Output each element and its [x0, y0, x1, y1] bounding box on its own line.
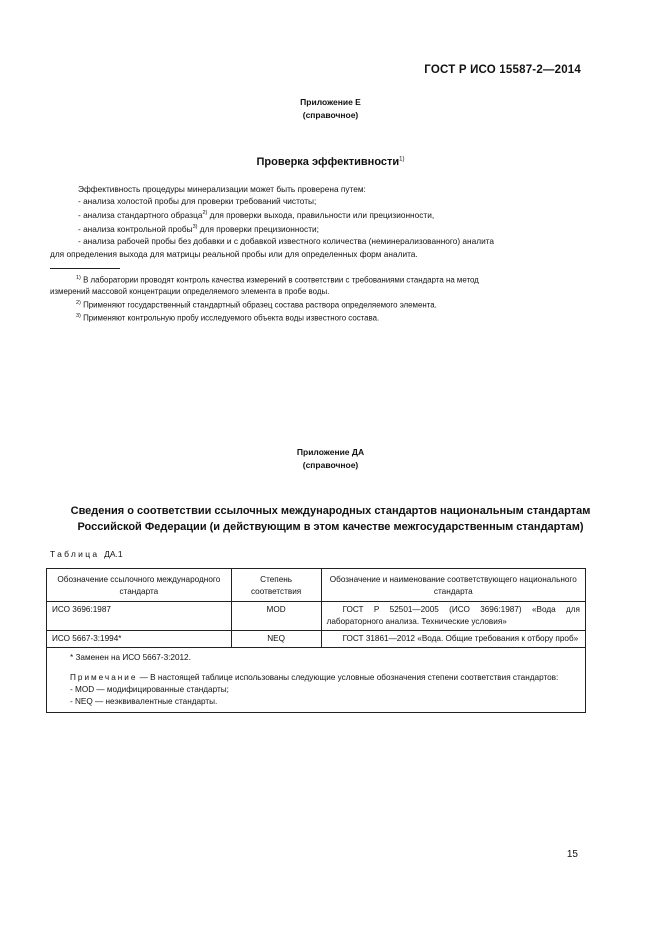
- correspondence-heading-line: Российской Федерации (и действующим в этом качестве межгосударственным стандартам): [77, 520, 584, 533]
- appendix-da-title: [0, 446, 661, 472]
- table-header-row: [47, 569, 586, 602]
- table-cell: ГОСТ 31861—2012 «Вода. Общие требования к отбору проб»: [321, 631, 585, 648]
- correspondence-table: [46, 568, 586, 713]
- table-footnote: * Заменен на ИСО 5667-3:2012.: [70, 653, 191, 662]
- footnote-text: Применяют контрольную пробу исследуемого объекта воды известного состава.: [80, 313, 380, 323]
- footnote-text: Применяют государственный стандартный образец состава раствора определяемого элемента.: [80, 300, 437, 310]
- page-number: 15: [566, 849, 578, 860]
- method-item: [50, 221, 595, 235]
- appendix-e-type: (справочное): [302, 110, 359, 120]
- table-notes: [47, 648, 586, 713]
- footnote-2: [50, 298, 598, 311]
- heading-footnote-ref: 1): [399, 156, 405, 163]
- appendix-e-title: [0, 96, 661, 122]
- method-item: - анализа холостой пробы для проверки требований чистоты;: [78, 196, 317, 207]
- appendix-da-label: Приложение ДА: [296, 447, 365, 457]
- column-header: Степень соответствия: [231, 569, 321, 602]
- table-notes-row: [47, 648, 586, 713]
- note-label: Примечание: [70, 673, 138, 682]
- table-row: [47, 602, 586, 631]
- appendix-da-type: (справочное): [302, 460, 359, 470]
- method-item-text: для проверки выхода, правильности или прецизионности,: [207, 210, 435, 221]
- footnote-mark: 2): [76, 299, 81, 306]
- method-item: [50, 207, 595, 221]
- note-text: — В настоящей таблице использованы следующие условные обозначения степени соответствия стандартов:: [137, 673, 559, 682]
- table-cell: ИСО 5667-3:1994*: [47, 631, 232, 648]
- method-item: - анализа рабочей пробы без добавки и с добавкой известного количества (неминерализованного) аналита: [78, 236, 495, 247]
- footnote-mark: 3): [76, 312, 81, 319]
- table-cell: MOD: [231, 602, 321, 631]
- intro-text: Эффективность процедуры минерализации может быть проверена путем:: [78, 184, 366, 194]
- correspondence-heading: [0, 504, 661, 535]
- table-cell: ИСО 3696:1987: [47, 602, 232, 631]
- footnote-ref: 2): [202, 210, 208, 217]
- table-caption: [50, 549, 123, 559]
- method-item-text: - анализа контрольной пробы: [78, 224, 193, 235]
- efficiency-methods: [50, 183, 595, 260]
- column-header: Обозначение ссылочного международного стандарта: [47, 569, 232, 602]
- column-header: Обозначение и наименование соответствующего национального стандарта: [321, 569, 585, 602]
- efficiency-heading: [0, 156, 661, 168]
- method-item-text: - анализа стандартного образца: [78, 210, 203, 221]
- footnote-mark: 1): [76, 275, 81, 281]
- table-cell: ГОСТ Р 52501—2005 (ИСО 3696:1987) «Вода для лабораторного анализа. Технические условия»: [321, 602, 585, 631]
- table-note: [52, 672, 580, 684]
- table-caption-number: ДА.1: [104, 549, 123, 559]
- table-caption-label: Таблица: [50, 549, 100, 559]
- footnotes: [50, 273, 598, 324]
- footnote-1-continuation: измерений массовой концентрации определяемого элемента в пробе воды.: [50, 287, 330, 297]
- table-cell: NEQ: [231, 631, 321, 648]
- efficiency-heading-text: Проверка эффективности: [256, 156, 400, 168]
- note-item: - NEQ — неэквивалентные стандарты.: [70, 697, 218, 706]
- footnote-divider: [50, 268, 120, 269]
- method-item-text: для проверки прецизионности;: [197, 224, 319, 235]
- footnote-ref: 3): [192, 224, 198, 231]
- document-header: ГОСТ Р ИСО 15587-2—2014: [424, 64, 581, 76]
- correspondence-heading-line: Сведения о соответствии ссылочных международных стандартов национальным стандартам: [70, 505, 591, 517]
- method-item-continuation: для определения выхода для матрицы реальной пробы или для определенных форм аналита.: [50, 248, 418, 259]
- footnote-text: В лаборатории проводят контроль качества измерений в соответствии с требованиями стандарта на метод: [80, 275, 479, 285]
- appendix-e-label: Приложение Е: [300, 97, 361, 107]
- note-item: - MOD — модифицированные стандарты;: [70, 685, 229, 694]
- footnote-1: [50, 273, 598, 286]
- table-row: [47, 631, 586, 648]
- footnote-3: [50, 311, 598, 324]
